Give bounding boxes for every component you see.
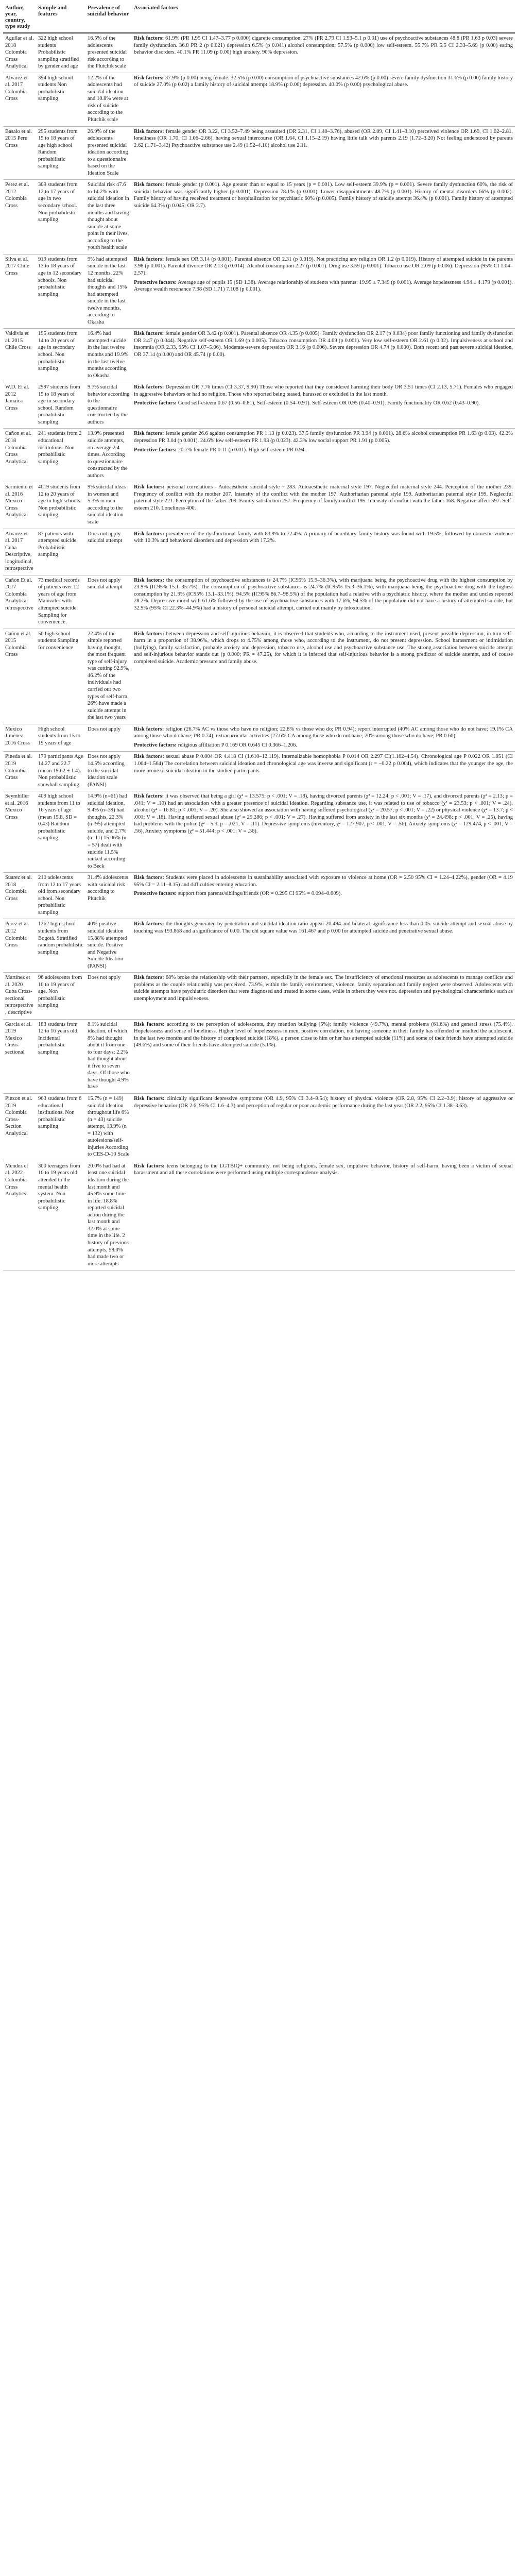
- study-cell: W.D. Et al. 2012 Jamaica Cross: [3, 382, 36, 429]
- prevalence-cell: 14.9% (n=61) had suicidal ideation, 9.4% (n=39) had thoughts, 22.3% (n=95) attempted suicide, and 2.7% (n=11) 15.06% (n = 57) dealt with suicide 11.5% ranked according to Beck: [85, 791, 132, 873]
- table-row: [3, 382, 515, 429]
- protective-factors-text: Average age of pupils 15 (SD 1.38). Average relationship of students with parents: 19.95 ± 7.349 (p 0.001). Average hopelessness 4.94 ± 4.179 (p 0.001). Average wealth resonance 7.98 (SD 1.71) 7.108 (p 0.001).: [134, 279, 513, 293]
- protective-factors-paragraph: [134, 447, 513, 454]
- sample-cell: 409 high school students from 11 to 16 years of age (mean 15.8, SD = 0.43) Random probabilistic sampling: [36, 791, 85, 873]
- risk-factors-text: 68% broke the relationship with their partners, especially in the female sex. The insufficiency of emotional resources as adolescents to manage conflicts and problems as the couple relationship was perceived. 73.9%, within the family environment, violence, family separation and family neglect were observed. Adolescents with suicide attempts have psychiatric disorders that were diagnosed and treated in some cases, while in others they were not. depression and psychological characteristics such as unemployment and impulsiveness.: [134, 975, 513, 1002]
- risk-factors-text: according to the perception of adolescents, they mention bullying (5%); family violence (49.7%), mental problems (61.6%) and general stress (75.4%). Hopelessness and sense of loneliness. Higher level of hopelessness in men, positive correlation, not having someone in their family has offended or insulted the adolescent, in the last two months and the history of completed suicide (18%), a person close to him or her has attempted suicide (11%) and some of their friends have attempted suicide (49.6%) and some of their friends have attempted suicide (5.1%).: [134, 1021, 513, 1048]
- sample-cell: 4019 students from 12 to 20 years of age in high schools. Non probabilistic sampling: [36, 482, 85, 529]
- protective-factors-text: 20.7% female PR 0.11 (p 0.01). High self-esteem PR 0.94.: [178, 447, 306, 453]
- prevalence-cell: Does not apply: [85, 724, 132, 752]
- risk-factors-paragraph: [134, 921, 513, 935]
- risk-factors-label: Risk factors:: [134, 484, 165, 490]
- study-cell: Perez et al. 2012 Colombia Cross: [3, 180, 36, 254]
- risk-factors-label: Risk factors:: [134, 793, 164, 800]
- table-row: [3, 126, 515, 180]
- risk-factors-text: personal correlations - Autoaesthetic suicidal style ~ 283. Autoaesthetic maternal style 197. Neglectful maternal style 244. Perception of the mother 239. Frequency of conflict with the mother 207. Intensity of the conflict with the mother 197. Authoritarian parental style 199. Authoritarian paternal style 199. Neglectful paternal style 221. Perception of the father 209. Family satisfaction 257. Frequency of family conflict 195. Intensity of conflict with the father 168. Negative affect 597. Self-esteem 210. Loneliness 400.: [134, 484, 513, 511]
- table-row: [3, 529, 515, 575]
- risk-factors-text: 61.9% (PR 1.95 CI 1.47–3.77 p 0.000) cigarette consumption. 27% (PR 2.79 CI 1.93–5.1 p 0.01) use of psychoactive substances 48.8 (PR 1.63 p 0.03) severe family dysfunction. 36.8 PR 2 (p 0.021) depression 6.5% (p 0.041) alcohol consumption; 57.5% (p 0.000) low self-esteem. 55.7% PR 5.5 CI 2.33–5.69 (p 0.00) eating behavior disorders. 40.1% PR 11.09 (p 0.00) high anxiety. 90% depression.: [134, 36, 513, 56]
- risk-factors-paragraph: [134, 531, 513, 545]
- table-row: [3, 482, 515, 529]
- sample-cell: 2997 students from 15 to 18 years of age in secondary school. Random probabilistic sampling: [36, 382, 85, 429]
- study-cell: Cañon et al. 2015 Colombia Cross: [3, 629, 36, 724]
- table-row: [3, 429, 515, 482]
- protective-factors-text: religious affiliation P 0.169 OR 0.645 CI 0.366–1.206.: [178, 742, 297, 748]
- sample-cell: High school students from 15 to 19 years of age: [36, 724, 85, 752]
- risk-factors-paragraph: [134, 75, 513, 89]
- protective-factors-paragraph: [134, 890, 513, 897]
- table-row: [3, 1019, 515, 1093]
- sample-cell: 963 students from 6 educational institutions. Non probabilistic sampling: [36, 1094, 85, 1161]
- study-cell: Cañon et al. 2018 Colombia Cross Analytical: [3, 429, 36, 482]
- risk-factors-text: religion (26.7% AC vs those who have no religion; 22.8% vs those who do; PR 0.94); report interrupted (40% AC among those who do not have; 19.1% CA among those who do have; PR 0.74); extracurricular activities (27.6% CA among those who do not have; 20% among those who do have; PR 0.60).: [134, 726, 513, 739]
- table-row: [3, 180, 515, 254]
- study-cell: Seymhiller et al. 2016 Mexico Cross: [3, 791, 36, 873]
- risk-factors-paragraph: [134, 753, 513, 774]
- header-study: Author, year, country, type study: [3, 3, 36, 33]
- risk-factors-label: Risk factors:: [134, 36, 164, 41]
- risk-factors-paragraph: [134, 1163, 513, 1177]
- risk-factors-text: female gender 26.6 against consumption PR 1.13 (p 0.023). 37.5 family dysfunction PR 3.94 (p 0.001). 28.6% alcohol consumption PR 1.63 (p 0.03). 42.2% depression PR 3.04 (p 0.001). 24.6% low self-esteem PR 1.93 (p 0.023). 42.3% low social support PR 1.91 (p 0.005).: [134, 431, 513, 444]
- table-row: [3, 575, 515, 629]
- protective-factors-paragraph: [134, 279, 513, 293]
- table-row: [3, 329, 515, 382]
- risk-factors-label: Risk factors:: [134, 128, 164, 134]
- sample-cell: 309 students from 12 to 17 years of age in two secondary school. Non probabilistic sampling: [36, 180, 85, 254]
- study-cell: Aguilar et al. 2018 Colombia Cross Analytical: [3, 33, 36, 73]
- factors-cell: [132, 254, 515, 328]
- prevalence-cell: Does not apply: [85, 973, 132, 1019]
- table-row: [3, 919, 515, 973]
- risk-factors-paragraph: [134, 430, 513, 444]
- risk-factors-text: it was observed that being a girl (χ² = 13.575; p < .001; V = .18), having divorced parents (χ² = 12.24; p < .001; V = .17), and divorced parents (χ² = 2.13; p = .041; V = .10) had an association with a greater presence of suicidal ideation. Regarding substance use, it was related to use of tobacco (χ² = 23.53; p < .001; V = .24), alcohol (χ² = 16.81; p < .001; V = .20). She also showed an association with having suffered psychological (χ² = 20.57; p < .001; V = .22) or physical violence (χ² = 13.7; p < .001; V = .18). Having suffered sexual abuse (χ² = 29.286; p < .001; V = .27). Having suffered from anxiety in the last six months (χ² = 24.498; p < .001; V = .25), having had problems with the police (χ² = 5.3, p = .021, V = .11). Depressive symptoms (inventory, χ² = 127.907, p < .001, V = .56). Anxiety symptoms (χ² = 129.474, p < .001, V = .56). Anxiety symptoms (χ² = 51.444; p < .001; V = .36).: [134, 793, 513, 834]
- protective-factors-label: Protective factors:: [134, 891, 177, 897]
- prevalence-cell: 20.0% had had at least one suicidal ideation during the last month and 45.9% some time in life. 18.8% reported suicidal action during the last month and 32.0% at some time in the life. 2 history of previous attempts, 58.0% had made two or more attempts: [85, 1161, 132, 1270]
- risk-factors-text: the consumption of psychoactive substances is 24.7% (IC95% 15.9–36.3%), with marijuana being the psychoactive drug with the highest consumption by 23.9% (IC95% 15.1–35.7%). The consumption of psychoactive substances is 24.7% (IC95% 15.3–36.1%), with marijuana being the psychoactive drug with the highest consumption by 21.9% (IC95% 13.1–33.1%). 94.5% (IC95% 86.7–98.5%) of the population had a relative with a psychiatric history, where the mother and uncles reported 28.2%. Depressive mood with 61.6% followed by the use of psychoactive substances with 17.6%, 94.5% of the population did not have a history of attempted suicide, but 32.9% (95% CI 22.3%–44.9%) had a history of personal suicidal attempt, carried out mainly by intoxication.: [134, 577, 513, 612]
- study-cell: Cañon Et al. 2017 Colombia Analytical retrospective: [3, 575, 36, 629]
- risk-factors-text: clinically significant depressive symptoms (OR 4.9, 95% CI 3.4–9.54); history of physical violence (OR 2.8, 95% CI 2.2–3.9); history of aggressive or depressive behavior (OR 2.6, 95% CI 1.6–4.3) and perception of regular or poor academic performance during the last year (OR 2.2, 95% CI 1.38–3.63).: [134, 1096, 513, 1109]
- risk-factors-paragraph: [134, 874, 513, 888]
- prevalence-cell: Does not apply suicidal attempt: [85, 575, 132, 629]
- protective-factors-label: Protective factors:: [134, 400, 177, 406]
- factors-cell: [132, 329, 515, 382]
- prevalence-cell: 26.9% of the adolescents presented suicidal ideation according to a questionnaire based on the Ideation Scale: [85, 126, 132, 180]
- table-row: [3, 629, 515, 724]
- risk-factors-text: female gender (p 0.001). Age greater than or equal to 15 years (p = 0.001). Low self-esteem 39.9% (p = 0.001). Severe family dysfunction 60%, the risk of suicidal behavior was significantly higher (p 0.001). Depression 78.1% (p 0.001). Lower disappointments 48.7% (p 0.001). History of mental disorders 66% (p 0.002). Family history of having received treatment or hospitalization for psychiatric 60% (p 0.005). Family history of suicide attempt 36.4% (p 0.001). Family history of attempted suicide 64.3% (p 0.045; OR 2.7).: [134, 182, 513, 209]
- prevalence-cell: 9.7% suicidal behavior according to the questionnaire constructed by the authors: [85, 382, 132, 429]
- sample-cell: 50 high school students Sampling for convenience: [36, 629, 85, 724]
- factors-cell: [132, 1094, 515, 1161]
- risk-factors-label: Risk factors:: [134, 1163, 165, 1169]
- prevalence-cell: 9% suicidal ideas in women and 5.3% in men according to the suicidal ideation scale: [85, 482, 132, 529]
- factors-cell: [132, 180, 515, 254]
- factors-cell: [132, 1161, 515, 1270]
- risk-factors-paragraph: [134, 577, 513, 612]
- header-prevalence: Prevalence of suicidal behavior: [85, 3, 132, 33]
- table-body: [3, 33, 515, 1270]
- risk-factors-paragraph: [134, 384, 513, 398]
- protective-factors-label: Protective factors:: [134, 447, 177, 453]
- risk-factors-paragraph: [134, 256, 513, 277]
- sample-cell: 919 students from 13 to 18 years of age in 12 secondary schools. Non probabilistic sampling: [36, 254, 85, 328]
- prevalence-cell: 12.2% of the adolescents had suicidal ideation and 10.8% were at risk of suicide according to the Plutchik scale: [85, 73, 132, 126]
- sample-cell: 183 students from 12 to 16 years old. Incidental probabilistic sampling: [36, 1019, 85, 1093]
- risk-factors-label: Risk factors:: [134, 726, 164, 732]
- factors-cell: [132, 873, 515, 919]
- study-cell: Suarez et al. 2018 Colombia Cross: [3, 873, 36, 919]
- factors-cell: [132, 973, 515, 1019]
- table-row: [3, 724, 515, 752]
- risk-factors-paragraph: [134, 793, 513, 835]
- study-cell: Mendez et al. 2022 Colombia Cross Analytics: [3, 1161, 36, 1270]
- protective-factors-text: support from parents/siblings/friends (OR = 0.295 CI 95% = 0.094–0.609).: [178, 891, 342, 897]
- header-sample: Sample and features: [36, 3, 85, 33]
- risk-factors-label: Risk factors:: [134, 384, 164, 391]
- risk-factors-text: Students were placed in adolescents in sustainability associated with exposure to violence at home (OR = 2.50 95% CI = 1.24–4.22%), gender (OR = 4.19 95% CI = 2.11–8.15) and difficulties entering education.: [134, 875, 513, 888]
- protective-factors-label: Protective factors:: [134, 742, 177, 748]
- protective-factors-paragraph: [134, 742, 513, 749]
- risk-factors-paragraph: [134, 974, 513, 1002]
- risk-factors-label: Risk factors:: [134, 631, 164, 637]
- table-row: [3, 752, 515, 791]
- factors-cell: [132, 791, 515, 873]
- risk-factors-label: Risk factors:: [134, 921, 164, 927]
- table-row: [3, 73, 515, 126]
- prevalence-cell: 16.5% of the adolescents presented suicidal risk according to the Plutchik scale: [85, 33, 132, 73]
- table-row: [3, 1161, 515, 1270]
- factors-cell: [132, 126, 515, 180]
- sample-cell: 179 participants Age 14.27 and 22.7 (mean 19.62 ± 1.4). Non probabilistic snowball sampling: [36, 752, 85, 791]
- risk-factors-text: sexual abuse P 0.004 OR 4.418 CI (1.610–12.119). Internalizable homophobia P 0.014 OR 2.297 CI(1.162–4.54). Chronological age P 0.022 OR 1.051 (CI 1.004–1.564) The correlation between suicidal ideation and chronological age was inverse and significant (r = −0.22 p 0.004), which indicates that the younger the age, the more prone to suicidal ideation in the studied participants.: [134, 754, 513, 774]
- risk-factors-paragraph: [134, 35, 513, 56]
- risk-factors-paragraph: [134, 726, 513, 740]
- factors-cell: [132, 629, 515, 724]
- table-row: [3, 1094, 515, 1161]
- prevalence-cell: Does not apply suicidal attempt: [85, 529, 132, 575]
- studies-table: [3, 3, 515, 1270]
- sample-cell: 73 medical records of patients over 12 years of age from Manizales with attempted suicide. Sampling for convenience.: [36, 575, 85, 629]
- sample-cell: 295 students from 15 to 18 years of age high school Random probabilistic sampling: [36, 126, 85, 180]
- sample-cell: 87 patients with attempted suicide Probabilistic sampling: [36, 529, 85, 575]
- study-cell: Perez et al. 2012 Colombia Cross: [3, 919, 36, 973]
- table-row: [3, 973, 515, 1019]
- factors-cell: [132, 529, 515, 575]
- risk-factors-paragraph: [134, 484, 513, 512]
- prevalence-cell: 16.4% had attempted suicide in the last twelve months and 19.9% in the last twelve months according to Okasha: [85, 329, 132, 382]
- risk-factors-text: Depression OR 7.76 times (CI 3.37, 9.90) Those who reported that they considered harming their body OR 3.51 times (CI 2.13, 5.71). Females who engaged in aggressive behaviors or had no religion. Those who reported being teased, harassed or excluded in the last month.: [134, 384, 513, 397]
- factors-cell: [132, 724, 515, 752]
- study-cell: Valdivia et al. 2015 Chile Cross: [3, 329, 36, 382]
- factors-cell: [132, 1019, 515, 1093]
- table-row: [3, 254, 515, 328]
- risk-factors-paragraph: [134, 631, 513, 666]
- study-cell: Mexico Jiménez 2016 Cross: [3, 724, 36, 752]
- protective-factors-label: Protective factors:: [134, 279, 177, 285]
- risk-factors-text: prevalence of the dysfunctional family with 83.9% to 72.4%. A primary of hereditary family history was found with 19.5%, followed by domestic violence with 10.3% and behavioral disorders and depression with 17.2%.: [134, 531, 513, 544]
- risk-factors-text: female gender OR 3.22, CI 3.52–7.49 being assaulted (OR 2.31, CI 1.40–3.76), abused (OR 2.09, CI 1.41–3.10) perceived violence OR 1.69, CI 1.02–2.81, loneliness (OR 1.70, CI 1.06–2.66). having sexual intercourse (OR 1.64, CI 1.15–2.19) having little talk with parents 2.19 (1.72–3.20) Not feeling understood by parents 2.62 (1.71–3.42) Psychoactive substance use 2.49 (1.52–4.10) alcohol use 2.11.: [134, 128, 513, 148]
- factors-cell: [132, 33, 515, 73]
- prevalence-cell: 9% had attempted suicide in the last 12 months, 22% had suicidal thoughts and 15% had attempted suicide in the last twelve months, according to Okasha: [85, 254, 132, 328]
- sample-cell: 300 teenagers from 10 to 19 years old attended to the mental health system. Non probabilistic sampling: [36, 1161, 85, 1270]
- factors-cell: [132, 382, 515, 429]
- risk-factors-label: Risk factors:: [134, 1096, 165, 1102]
- risk-factors-text: teens belonging to the LGTBIQ+ community, not being religious, female sex, impulsive behavior, history of self-harm, having been a victim of sexual harassment and all these correlations were performed using multiple correspondence analysis.: [134, 1163, 513, 1176]
- study-cell: Alvarez et al. 2017 Colombia Cross: [3, 73, 36, 126]
- risk-factors-label: Risk factors:: [134, 754, 164, 760]
- prevalence-cell: 40% positive suicidal ideation 15.88% attempted suicide. Positive and Negative Suicide Ideation (PANSI): [85, 919, 132, 973]
- factors-cell: [132, 919, 515, 973]
- table-row: [3, 873, 515, 919]
- protective-factors-paragraph: [134, 400, 513, 407]
- sample-cell: 195 students from 14 to 20 years of age in secondary school. Non probabilistic sampling: [36, 329, 85, 382]
- table-header-row: [3, 3, 515, 33]
- prevalence-cell: Does not apply 14.5% according to the suicidal ideation scale (PANSI): [85, 752, 132, 791]
- prevalence-cell: 13.9% presented suicide attempts, on average 2.4 times. According to questionnaire constructed by the authors: [85, 429, 132, 482]
- sample-cell: 241 students from 2 educational institutions. Non probabilistic sampling: [36, 429, 85, 482]
- study-cell: Sarmiento et al. 2016 Mexico Cross Analytical: [3, 482, 36, 529]
- risk-factors-paragraph: [134, 1095, 513, 1109]
- risk-factors-label: Risk factors:: [134, 75, 164, 81]
- risk-factors-label: Risk factors:: [134, 431, 164, 437]
- risk-factors-text: female sex OR 3.14 (p 0.001). Parental absence OR 2.31 (p 0.019). Not practicing any religion OR 1.2 (p 0.019). History of attempted suicide in the parents 3.98 (p 0.001). Parental divorce OR 2.13 (p 0.014). Alcohol consumption 2.27 (p 0.001). Drug use 3.59 (p 0.001). Tobacco use OR 2.09 (p 0.006). Depression (95% CI 1.04–2.57).: [134, 256, 513, 276]
- study-cell: Basalo et al. 2015 Peru Cross: [3, 126, 36, 180]
- study-cell: Pinzon et al. 2019 Colombia Cross-Section Analytical: [3, 1094, 36, 1161]
- risk-factors-paragraph: [134, 330, 513, 358]
- prevalence-cell: 15.7% (n = 149) suicidal ideation throughout life 6% (n = 43) suicide attempt, 13.9% (n = 132) with autolesions/self-injuries According to CES-D-10 Scale: [85, 1094, 132, 1161]
- prevalence-cell: 8.1% suicidal ideation, of which 8% had thought about it from one to four days; 2.2% had thought about it five to seven days. Of those who have thought 4.9% have: [85, 1019, 132, 1093]
- sample-cell: 1262 high school students from Bogotá. Stratified random probabilistic sampling: [36, 919, 85, 973]
- risk-factors-text: between depression and self-injurious behavior, it is observed that students who, according to the instrument used, present possible depression, in turn self-harm in a proportion of 38.96%, which drops to 4.75% among those who, according to the instrument, do not present depression. School harassment or intimidation (bullying), family satisfaction, probable anxiety and depression, tobacco use, alcohol use and psychoactive substance use. The strong association between suicide attempt and self-injurious behavior stands out (p 0.000; PR = 47.25), for which it is inferred that self-injurious behavior is a strong predictor of suicide attempt, and of course completed suicide. Academic pressure and family abuse.: [134, 631, 513, 665]
- risk-factors-paragraph: [134, 181, 513, 209]
- risk-factors-label: Risk factors:: [134, 531, 164, 537]
- study-cell: Garcia et al. 2019 Mexico Cross-sectional: [3, 1019, 36, 1093]
- table-row: [3, 33, 515, 73]
- risk-factors-label: Risk factors:: [134, 1021, 165, 1027]
- factors-cell: [132, 752, 515, 791]
- study-cell: Silva et al. 2017 Chile Cross: [3, 254, 36, 328]
- sample-cell: 96 adolescents from 10 to 19 years of age. Non probabilistic sampling: [36, 973, 85, 1019]
- risk-factors-label: Risk factors:: [134, 577, 165, 583]
- table-row: [3, 791, 515, 873]
- prevalence-cell: 22.4% of the simple reported having thought, the most frequent type of self-injury was cutting 92.9%, 46.2% of the individuals had carried out two types of self-harm, 26% have made a suicide attempt in the last two years: [85, 629, 132, 724]
- factors-cell: [132, 575, 515, 629]
- prevalence-cell: Suicidal risk 47.6 to 14.2% with suicidal ideation in the last three months and having thought about suicide at some point in their lives, according to the youth health scale: [85, 180, 132, 254]
- factors-cell: [132, 482, 515, 529]
- risk-factors-text: 37.9% (p 0.00) being female. 32.5% (p 0.00) consumption of psychoactive substances 42.6% (p 0.00) severe family dysfunction 31.6% (p 0.00) family history of suicide 27.0% (p 0.02) a family history of suicidal attempt 18.9% (p 0.00) depression. 40.0% (p 0.00) psychological abuse.: [134, 75, 513, 88]
- study-cell: Martínez et al. 2020 Cuba Cross-sectional retrospective, descriptive: [3, 973, 36, 1019]
- sample-cell: 210 adolescents from 12 to 17 years old from secondary school. Non probabilistic sampling: [36, 873, 85, 919]
- risk-factors-label: Risk factors:: [134, 182, 164, 188]
- risk-factors-text: the thoughts generated by penetration and suicidal ideation ratio appear 20.494 and bilateral significance less than 0.05. suicide attempt and sexual abuse by touching was 193.868 and a significance of 0.00. The chi square value was 161.467 and p 0.00 for attempted suicide and penetrative sexual abuse.: [134, 921, 513, 934]
- risk-factors-text: female gender OR 3.42 (p 0.001). Parental absence OR 4.35 (p 0.005). Family dysfunction OR 2.17 (p 0.034) poor family functioning and family dysfunction OR 2.47 (p 0.044). Negative self-esteem OR 1.69 (p 0.005). Tobacco consumption OR 4.09 (p 0.001). Very low self-esteem OR 2.61 (p 0.02). Impulsiveness at school and insomnia (OR 2.33, 95% CI 1.07–5.06). Moderate-severe depression OR 3.16 (p 0.006). Severe depression OR 4.74 (p 0.000). Both recent and past severe suicidal ideation, OR 37.14 (p 0.00) and OR 45.74 (p 0.00).: [134, 331, 513, 358]
- sample-cell: 394 high school students Non probabilistic sampling: [36, 73, 85, 126]
- sample-cell: 322 high school students Probabilistic sampling stratified by gender and age: [36, 33, 85, 73]
- header-factors: Associated factors: [132, 3, 515, 33]
- risk-factors-label: Risk factors:: [134, 875, 164, 881]
- study-cell: Alvarez et al. 2017 Cuba Descriptive, longitudinal, retrospective: [3, 529, 36, 575]
- study-cell: Pineda et al. 2019 Colombia Cross: [3, 752, 36, 791]
- risk-factors-label: Risk factors:: [134, 331, 164, 337]
- risk-factors-label: Risk factors:: [134, 975, 164, 981]
- risk-factors-label: Risk factors:: [134, 256, 164, 262]
- risk-factors-paragraph: [134, 1021, 513, 1049]
- prevalence-cell: 31.4% adolescents with suicidal risk according to Plutchik: [85, 873, 132, 919]
- factors-cell: [132, 73, 515, 126]
- protective-factors-text: Good self-esteem 0.67 (0.56–0.81), Self-esteem (0.54–0.91). Self-esteem OR 0.95 (0.40–0.91). Family functionality OR 0.62 (0.43–0.90).: [178, 400, 480, 406]
- factors-cell: [132, 429, 515, 482]
- risk-factors-paragraph: [134, 128, 513, 149]
